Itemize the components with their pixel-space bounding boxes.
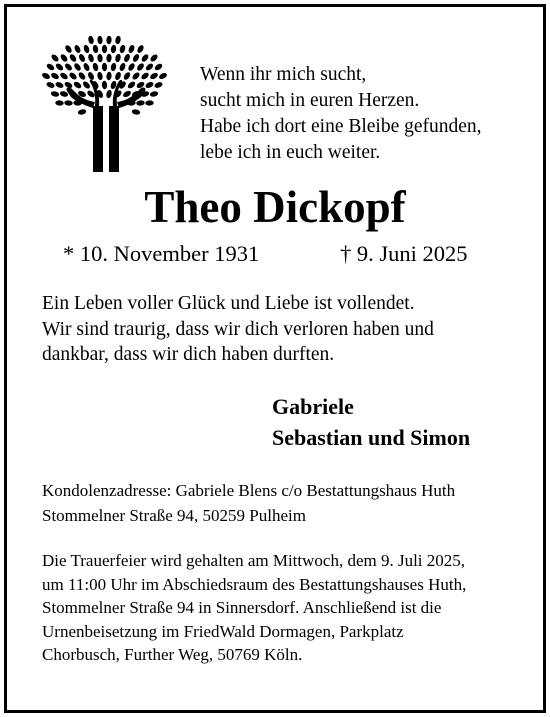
leaf-shape (122, 71, 131, 81)
deceased-name: Theo Dickopf (144, 182, 406, 232)
leaf-shape (92, 62, 99, 71)
leaf-shape (136, 100, 145, 106)
leaf-shape (64, 100, 73, 106)
leaf-shape (82, 62, 90, 72)
death-date: † 9. Juni 2025 (340, 241, 468, 266)
leaf-shape (114, 71, 122, 81)
leaf-shape (114, 53, 121, 62)
leaf-shape (46, 62, 56, 71)
leaf-shape (106, 54, 112, 63)
funeral-line: Urnenbeisetzung im FriedWald Dormagen, Parkplatz (42, 621, 404, 641)
leaf-shape (97, 54, 103, 63)
leaf-shape (106, 72, 112, 81)
leaf-shape (55, 81, 65, 89)
family-signature (272, 391, 470, 453)
poem-line: sucht mich in euren Herzen. (200, 90, 420, 111)
leaf-shape (73, 44, 81, 54)
leaf-shape (115, 36, 122, 45)
leaf-shape (132, 53, 141, 63)
leaf-shape (68, 53, 77, 63)
family-member: Sebastian und Simon (272, 425, 471, 450)
leaf-shape (136, 44, 145, 54)
poem (200, 62, 482, 166)
leaf-shape (127, 44, 135, 54)
leaf-shape (102, 45, 107, 54)
condolence-address (42, 478, 455, 528)
leaf-shape (64, 62, 74, 72)
leaf-shape (41, 72, 51, 80)
leaf-shape (50, 72, 60, 81)
leaf-shape (110, 62, 117, 71)
leaf-shape (97, 71, 104, 80)
farewell-message (42, 291, 434, 368)
leaf-shape (87, 53, 94, 63)
leaf-shape (77, 108, 86, 115)
leaf-shape (122, 90, 132, 99)
leaf-shape (140, 53, 149, 63)
leaf-shape (145, 62, 155, 71)
leaf-shape (77, 71, 86, 81)
leaf-shape (59, 71, 69, 80)
address-line: Stommelner Straße 94, 50259 Pulheim (42, 506, 306, 525)
leaf-shape (110, 44, 116, 53)
leaf-shape (158, 72, 168, 81)
leaf-shape (119, 44, 126, 54)
poem-line: Habe ich dort eine Bleibe gefunden, (200, 116, 482, 137)
leaf-shape (78, 53, 86, 63)
message-line: Ein Leben voller Glück und Liebe ist vollendet. (42, 293, 415, 314)
funeral-line: Chorbusch, Further Weg, 50769 Köln. (42, 645, 303, 664)
tree-of-hands-icon (40, 36, 172, 172)
poem-line: lebe ich in euch weiter. (200, 142, 381, 163)
leaf-shape (136, 62, 145, 72)
message-line: dankbar, dass wir dich haben durften. (42, 344, 335, 365)
leaf-shape (82, 80, 92, 90)
leaf-shape (118, 62, 126, 72)
leaf-shape (140, 71, 150, 80)
birth-date: * 10. November 1931 (63, 241, 260, 266)
leaf-shape (73, 80, 83, 89)
leaf-shape (145, 81, 155, 89)
leaf-shape (127, 62, 136, 72)
leaf-shape (131, 71, 141, 81)
leaf-shape (105, 89, 112, 98)
poem-line: Wenn ihr mich sucht, (200, 64, 367, 85)
leaf-shape (97, 36, 103, 44)
leaf-shape (50, 91, 59, 98)
leaf-shape (55, 100, 64, 106)
leaf-shape (102, 81, 108, 90)
leaf-shape (64, 44, 73, 54)
leaf-shape (73, 62, 82, 72)
leaf-shape (154, 62, 164, 71)
funeral-details (42, 549, 466, 667)
leaf-shape (149, 90, 158, 97)
leaf-shape (131, 109, 140, 116)
leaf-shape (50, 53, 60, 63)
address-line: Kondolenzadresse: Gabriele Blens c/o Bestattungshaus Huth (42, 481, 456, 500)
funeral-line: Die Trauerfeier wird gehalten am Mittwoch, dem 9. Juli 2025, (42, 551, 466, 570)
leaf-shape (123, 53, 131, 63)
leaf-shape (92, 44, 99, 53)
leaf-shape (154, 81, 164, 89)
leaf-shape (106, 36, 112, 44)
leaf-shape (55, 62, 65, 71)
leaf-shape (59, 53, 68, 63)
family-member: Gabriele (272, 394, 354, 419)
leaf-shape (83, 44, 91, 54)
leaf-shape (68, 71, 78, 80)
leaf-shape (127, 80, 137, 89)
funeral-line: Stommelner Straße 94 in Sinnersdorf. Anschließend ist die (42, 598, 442, 617)
funeral-line: um 11:00 Uhr im Abschiedsraum des Bestattungshauses Huth, (42, 574, 467, 594)
message-line: Wir sind traurig, dass wir dich verloren haben und (42, 318, 434, 340)
leaf-shape (102, 63, 108, 72)
leaf-shape (46, 81, 56, 89)
leaf-shape (149, 53, 159, 63)
leaf-shape (88, 36, 95, 45)
leaf-shape (87, 71, 95, 81)
leaf-shape (145, 100, 154, 106)
leaf-shape (149, 72, 159, 81)
